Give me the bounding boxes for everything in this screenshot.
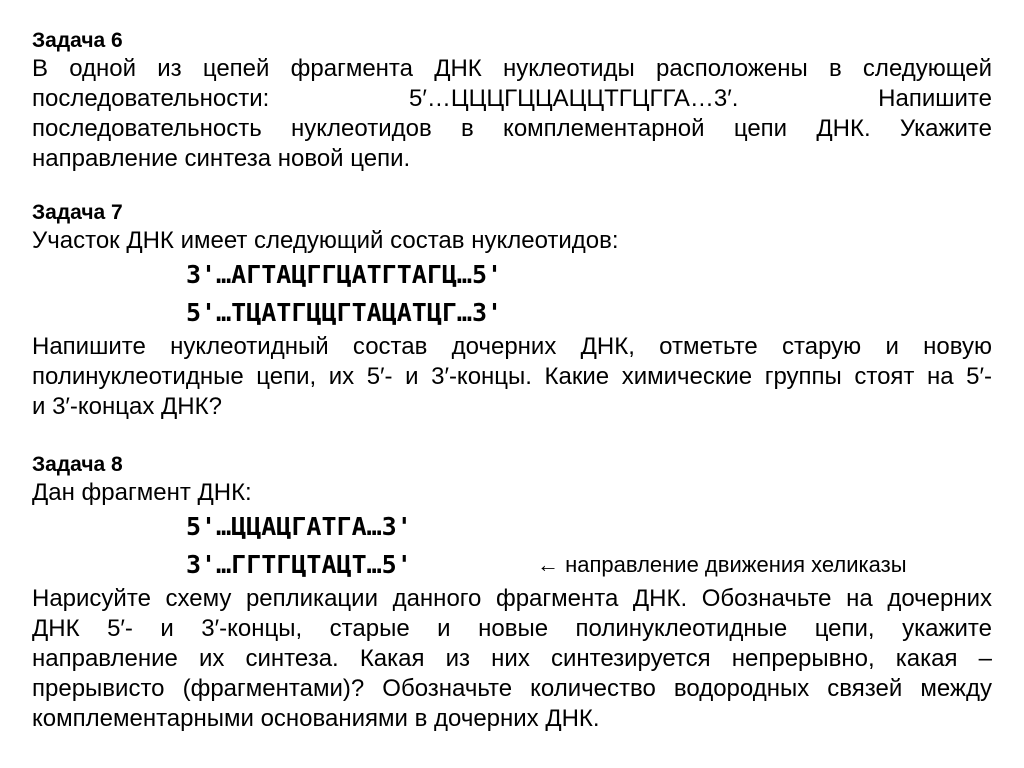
task-6-line-2-start: последовательности: <box>32 85 270 112</box>
task-6-line-1: В одной из цепей фрагмента ДНК нуклеотиды расположены в следующей <box>32 55 992 82</box>
task-7-line-1: Напишите нуклеотидный состав дочерних ДНК, отметьте старую и новую <box>32 333 992 360</box>
task-6-line-3: последовательность нуклеотидов в комплементарной цепи ДНК. Укажите <box>32 115 992 142</box>
task-8-title: Задача 8 <box>32 453 123 476</box>
task-8-sequence-1: 5'…ЦЦАЦГАТГА…3' <box>186 512 412 541</box>
task-8-line-2: ДНК 5′- и 3′-концы, старые и новые полинуклеотидные цепи, укажите <box>32 615 992 642</box>
task-6-line-2-end: Напишите <box>878 85 992 112</box>
task-8-line-3: направление их синтеза. Какая из них синтезируется непрерывно, какая – <box>32 645 992 672</box>
task-8-intro: Дан фрагмент ДНК: <box>32 479 252 506</box>
task-7-line-2: полинуклеотидные цепи, их 5′- и 3′-концы. Какие химические группы стоят на 5′- <box>32 363 992 390</box>
helicase-direction-note: ← направление движения хеликазы <box>537 552 907 577</box>
task-8-line-5: комплементарными основаниями в дочерних ДНК. <box>32 705 600 732</box>
task-6-sequence: 5′…ЦЦЦГЦЦАЦЦТГЦГГА…3′. <box>409 85 739 112</box>
task-7 <box>32 200 992 422</box>
task-6 <box>32 28 992 174</box>
task-6-line-4: направление синтеза новой цепи. <box>32 145 411 172</box>
task-6-title: Задача 6 <box>32 29 123 52</box>
task-8-sequence-2: 3'…ГГТГЦТАЦТ…5' <box>186 550 412 579</box>
task-7-sequence-1: 3'…АГТАЦГГЦАТГТАГЦ…5' <box>186 260 503 289</box>
task-8-line-4: прерывисто (фрагментами)? Обозначьте количество водородных связей между <box>32 675 992 702</box>
task-8-sequence-2-row <box>32 546 992 584</box>
task-7-sequence-2: 5'…ТЦАТГЦЦГТАЦАТЦГ…3' <box>186 298 503 327</box>
task-6-line-2 <box>32 84 992 114</box>
task-7-line-3: и 3′-концах ДНК? <box>32 393 222 420</box>
task-8-line-1: Нарисуйте схему репликации данного фрагмента ДНК. Обозначьте на дочерних <box>32 585 992 612</box>
task-8 <box>32 452 992 734</box>
task-7-intro: Участок ДНК имеет следующий состав нуклеотидов: <box>32 227 619 254</box>
task-7-title: Задача 7 <box>32 201 123 224</box>
